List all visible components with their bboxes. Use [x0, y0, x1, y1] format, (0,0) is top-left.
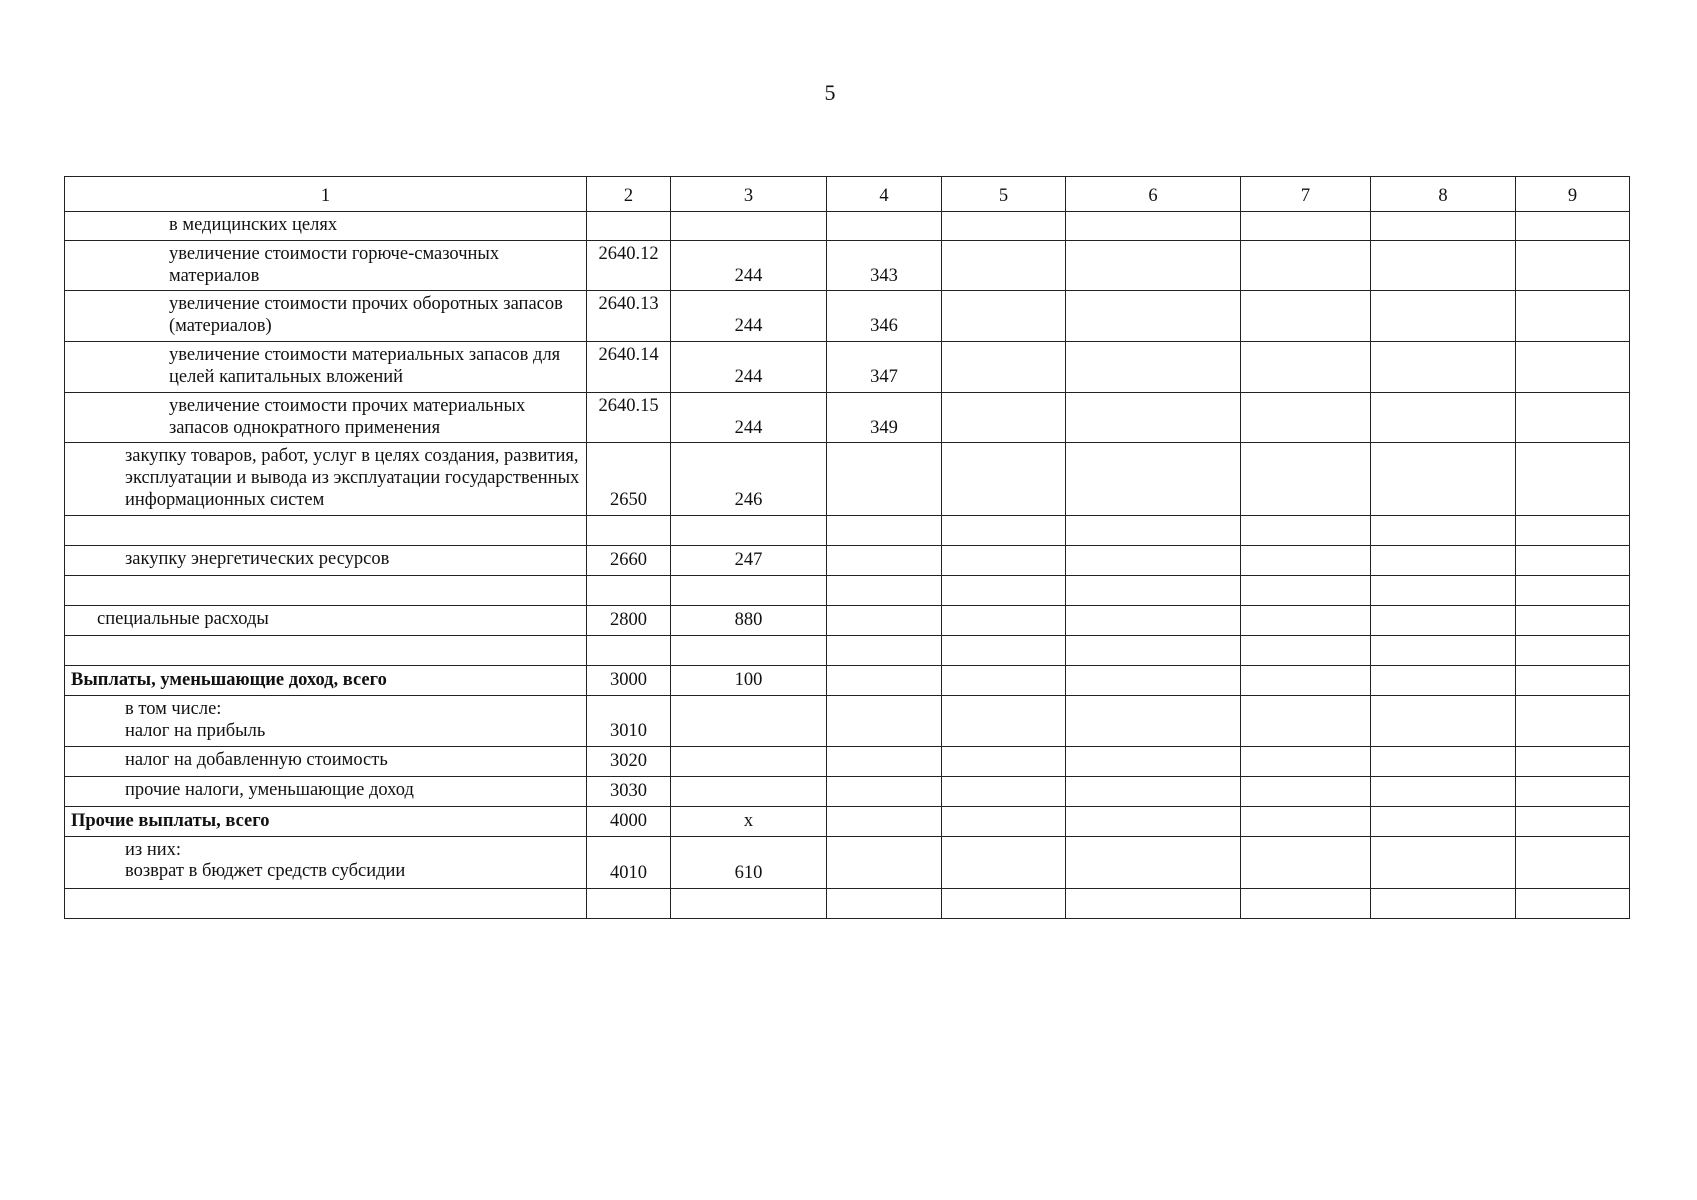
- row-empty-cell-9: [1516, 605, 1630, 635]
- row-col4-cell: [827, 836, 942, 888]
- row-name-text: увеличение стоимости горюче-смазочных материалов: [169, 243, 500, 286]
- row-name-prefix: в том числе:: [125, 698, 222, 719]
- row-empty-cell-9: [1516, 746, 1630, 776]
- row-name-cell: [65, 342, 587, 393]
- row-kosgu-cell: [671, 212, 827, 241]
- row-name-cell: [65, 806, 587, 836]
- table-row: [65, 836, 1630, 888]
- table-row: [65, 291, 1630, 342]
- row-empty-cell-5: [942, 342, 1066, 393]
- row-empty-cell-5: [942, 776, 1066, 806]
- row-name-cell: [65, 746, 587, 776]
- row-col4-cell: [827, 212, 942, 241]
- row-name-cell: [65, 776, 587, 806]
- row-empty-cell-5: [942, 605, 1066, 635]
- row-empty-cell-7: [1241, 695, 1371, 746]
- row-name-cell: [65, 665, 587, 695]
- row-empty-cell-6: [1066, 443, 1241, 515]
- header-cell-8: 8: [1371, 177, 1516, 212]
- row-col4-cell: [827, 515, 942, 545]
- row-kosgu-cell: [671, 695, 827, 746]
- row-col4-cell: [827, 695, 942, 746]
- row-empty-cell-8: [1371, 443, 1516, 515]
- row-empty-cell-9: [1516, 212, 1630, 241]
- row-kosgu-cell: 880: [671, 605, 827, 635]
- row-empty-cell-7: [1241, 212, 1371, 241]
- row-empty-cell-5: [942, 746, 1066, 776]
- header-cell-6: 6: [1066, 177, 1241, 212]
- row-empty-cell-9: [1516, 575, 1630, 605]
- header-cell-9: 9: [1516, 177, 1630, 212]
- row-empty-cell-7: [1241, 291, 1371, 342]
- row-empty-cell-9: [1516, 342, 1630, 393]
- row-kosgu-cell: [671, 515, 827, 545]
- header-row: [65, 177, 1630, 212]
- header-cell-5: 5: [942, 177, 1066, 212]
- row-name-cell: [65, 291, 587, 342]
- row-empty-cell-7: [1241, 545, 1371, 575]
- row-name-text: в медицинских целях: [169, 215, 338, 235]
- row-col4-cell: [827, 443, 942, 515]
- row-empty-cell-8: [1371, 515, 1516, 545]
- row-code-cell: 4010: [587, 836, 671, 888]
- row-empty-cell-7: [1241, 605, 1371, 635]
- row-name-cell: [65, 635, 587, 665]
- row-empty-cell-5: [942, 545, 1066, 575]
- row-kosgu-cell: [671, 746, 827, 776]
- row-name-text: прочие налоги, уменьшающие доход: [125, 779, 414, 800]
- row-col4-cell: [827, 776, 942, 806]
- row-name-cell: [65, 575, 587, 605]
- page-number: 5: [824, 80, 836, 105]
- row-empty-cell-5: [942, 291, 1066, 342]
- row-empty-cell-5: [942, 665, 1066, 695]
- row-empty-cell-8: [1371, 836, 1516, 888]
- row-kosgu-cell: 610: [671, 836, 827, 888]
- header-cell-1: 1: [65, 177, 587, 212]
- row-empty-cell-9: [1516, 888, 1630, 918]
- row-empty-cell-6: [1066, 635, 1241, 665]
- table-row: [65, 746, 1630, 776]
- row-empty-cell-6: [1066, 240, 1241, 291]
- row-empty-cell-6: [1066, 575, 1241, 605]
- row-empty-cell-7: [1241, 888, 1371, 918]
- row-kosgu-cell: [671, 776, 827, 806]
- row-empty-cell-6: [1066, 545, 1241, 575]
- row-kosgu-cell: 246: [671, 443, 827, 515]
- table-row: [65, 515, 1630, 545]
- row-empty-cell-9: [1516, 443, 1630, 515]
- row-code-cell: [587, 212, 671, 241]
- table-row: [65, 665, 1630, 695]
- row-empty-cell-9: [1516, 665, 1630, 695]
- row-empty-cell-8: [1371, 240, 1516, 291]
- row-col4-cell: [827, 635, 942, 665]
- row-empty-cell-6: [1066, 392, 1241, 443]
- row-empty-cell-6: [1066, 291, 1241, 342]
- row-kosgu-cell: [671, 575, 827, 605]
- row-name-text: специальные расходы: [97, 608, 269, 629]
- table-row: [65, 212, 1630, 241]
- row-empty-cell-9: [1516, 515, 1630, 545]
- row-empty-cell-8: [1371, 776, 1516, 806]
- row-col4-cell: 346: [827, 291, 942, 342]
- header-cell-7: 7: [1241, 177, 1371, 212]
- row-empty-cell-5: [942, 836, 1066, 888]
- row-empty-cell-5: [942, 443, 1066, 515]
- table-row: [65, 342, 1630, 393]
- row-name-text: закупку энергетических ресурсов: [125, 548, 390, 569]
- row-kosgu-cell: х: [671, 806, 827, 836]
- row-empty-cell-8: [1371, 746, 1516, 776]
- row-empty-cell-9: [1516, 291, 1630, 342]
- header-cell-4: 4: [827, 177, 942, 212]
- row-col4-cell: [827, 806, 942, 836]
- row-empty-cell-8: [1371, 575, 1516, 605]
- row-empty-cell-5: [942, 212, 1066, 241]
- row-name-cell: [65, 695, 587, 746]
- row-empty-cell-9: [1516, 776, 1630, 806]
- row-kosgu-cell: 244: [671, 392, 827, 443]
- row-name-text: увеличение стоимости материальных запасов для целей капитальных вложений: [169, 345, 561, 387]
- row-col4-cell: 349: [827, 392, 942, 443]
- row-name-text: возврат в бюджет средств субсидии: [125, 861, 406, 882]
- row-empty-cell-7: [1241, 635, 1371, 665]
- table-row: [65, 806, 1630, 836]
- row-empty-cell-8: [1371, 605, 1516, 635]
- row-empty-cell-5: [942, 515, 1066, 545]
- row-empty-cell-9: [1516, 545, 1630, 575]
- row-name-cell: [65, 392, 587, 443]
- row-kosgu-cell: 100: [671, 665, 827, 695]
- row-kosgu-cell: [671, 635, 827, 665]
- row-kosgu-cell: 244: [671, 342, 827, 393]
- row-empty-cell-8: [1371, 212, 1516, 241]
- row-code-cell: 3030: [587, 776, 671, 806]
- row-empty-cell-6: [1066, 212, 1241, 241]
- row-empty-cell-6: [1066, 888, 1241, 918]
- row-name-text: Прочие выплаты, всего: [71, 810, 270, 831]
- row-name-prefix: из них:: [125, 839, 182, 860]
- row-empty-cell-5: [942, 806, 1066, 836]
- table-row: [65, 240, 1630, 291]
- table-row: [65, 575, 1630, 605]
- row-code-cell: 4000: [587, 806, 671, 836]
- row-name-cell: [65, 212, 587, 241]
- row-empty-cell-5: [942, 695, 1066, 746]
- row-code-cell: 2640.15: [587, 392, 671, 443]
- row-name-cell: [65, 443, 587, 515]
- row-empty-cell-5: [942, 888, 1066, 918]
- row-col4-cell: 343: [827, 240, 942, 291]
- row-name-text: увеличение стоимости прочих оборотных запасов (материалов): [169, 294, 563, 337]
- row-code-cell: 2640.14: [587, 342, 671, 393]
- row-empty-cell-6: [1066, 342, 1241, 393]
- row-code-cell: [587, 888, 671, 918]
- row-code-cell: 3000: [587, 665, 671, 695]
- row-col4-cell: [827, 746, 942, 776]
- row-name-cell: [65, 836, 587, 888]
- table-row: [65, 776, 1630, 806]
- row-empty-cell-7: [1241, 575, 1371, 605]
- row-empty-cell-7: [1241, 836, 1371, 888]
- table-row: [65, 605, 1630, 635]
- row-code-cell: 2660: [587, 545, 671, 575]
- row-empty-cell-7: [1241, 806, 1371, 836]
- row-code-cell: 2640.12: [587, 240, 671, 291]
- header-cell-3: 3: [671, 177, 827, 212]
- row-empty-cell-7: [1241, 515, 1371, 545]
- row-empty-cell-8: [1371, 888, 1516, 918]
- row-empty-cell-8: [1371, 291, 1516, 342]
- row-name-cell: [65, 515, 587, 545]
- row-kosgu-cell: 244: [671, 291, 827, 342]
- row-empty-cell-8: [1371, 806, 1516, 836]
- row-code-cell: [587, 515, 671, 545]
- table-row: [65, 695, 1630, 746]
- table-row: [65, 635, 1630, 665]
- row-empty-cell-5: [942, 575, 1066, 605]
- row-empty-cell-9: [1516, 836, 1630, 888]
- row-empty-cell-7: [1241, 240, 1371, 291]
- row-code-cell: 3010: [587, 695, 671, 746]
- row-col4-cell: 347: [827, 342, 942, 393]
- row-empty-cell-5: [942, 635, 1066, 665]
- row-empty-cell-6: [1066, 605, 1241, 635]
- row-empty-cell-5: [942, 392, 1066, 443]
- row-empty-cell-9: [1516, 695, 1630, 746]
- row-empty-cell-7: [1241, 665, 1371, 695]
- row-name-text: Выплаты, уменьшающие доход, всего: [71, 670, 387, 691]
- table-row: [65, 392, 1630, 443]
- row-empty-cell-8: [1371, 695, 1516, 746]
- row-empty-cell-6: [1066, 665, 1241, 695]
- row-empty-cell-8: [1371, 342, 1516, 393]
- row-code-cell: 3020: [587, 746, 671, 776]
- row-kosgu-cell: 247: [671, 545, 827, 575]
- row-empty-cell-8: [1371, 635, 1516, 665]
- row-empty-cell-7: [1241, 776, 1371, 806]
- row-empty-cell-9: [1516, 806, 1630, 836]
- row-empty-cell-8: [1371, 545, 1516, 575]
- row-empty-cell-9: [1516, 240, 1630, 291]
- row-empty-cell-8: [1371, 392, 1516, 443]
- row-name-cell: [65, 888, 587, 918]
- row-name-text: налог на прибыль: [125, 720, 266, 741]
- row-name-cell: [65, 240, 587, 291]
- row-name-cell: [65, 545, 587, 575]
- row-empty-cell-8: [1371, 665, 1516, 695]
- table-row: [65, 443, 1630, 515]
- row-kosgu-cell: [671, 888, 827, 918]
- row-empty-cell-6: [1066, 776, 1241, 806]
- row-empty-cell-5: [942, 240, 1066, 291]
- row-name-text: закупку товаров, работ, услуг в целях создания, развития, эксплуатации и вывода из эксплуатации государственных информационных систем: [125, 446, 580, 511]
- row-empty-cell-6: [1066, 515, 1241, 545]
- row-name-text: налог на добавленную стоимость: [125, 749, 388, 770]
- row-code-cell: [587, 635, 671, 665]
- row-empty-cell-6: [1066, 695, 1241, 746]
- table-row: [65, 545, 1630, 575]
- row-empty-cell-7: [1241, 443, 1371, 515]
- row-col4-cell: [827, 575, 942, 605]
- row-empty-cell-6: [1066, 746, 1241, 776]
- row-code-cell: 2650: [587, 443, 671, 515]
- row-col4-cell: [827, 605, 942, 635]
- row-empty-cell-6: [1066, 806, 1241, 836]
- row-name-cell: [65, 605, 587, 635]
- row-kosgu-cell: 244: [671, 240, 827, 291]
- row-empty-cell-6: [1066, 836, 1241, 888]
- row-empty-cell-9: [1516, 392, 1630, 443]
- row-code-cell: 2800: [587, 605, 671, 635]
- header-cell-2: 2: [587, 177, 671, 212]
- row-empty-cell-7: [1241, 746, 1371, 776]
- table-row: [65, 888, 1630, 918]
- row-col4-cell: [827, 545, 942, 575]
- row-empty-cell-7: [1241, 342, 1371, 393]
- row-empty-cell-9: [1516, 635, 1630, 665]
- row-name-text: увеличение стоимости прочих материальных запасов однократного применения: [169, 395, 526, 438]
- financial-table: [64, 176, 1630, 919]
- row-code-cell: [587, 575, 671, 605]
- row-code-cell: 2640.13: [587, 291, 671, 342]
- row-col4-cell: [827, 888, 942, 918]
- row-empty-cell-7: [1241, 392, 1371, 443]
- row-col4-cell: [827, 665, 942, 695]
